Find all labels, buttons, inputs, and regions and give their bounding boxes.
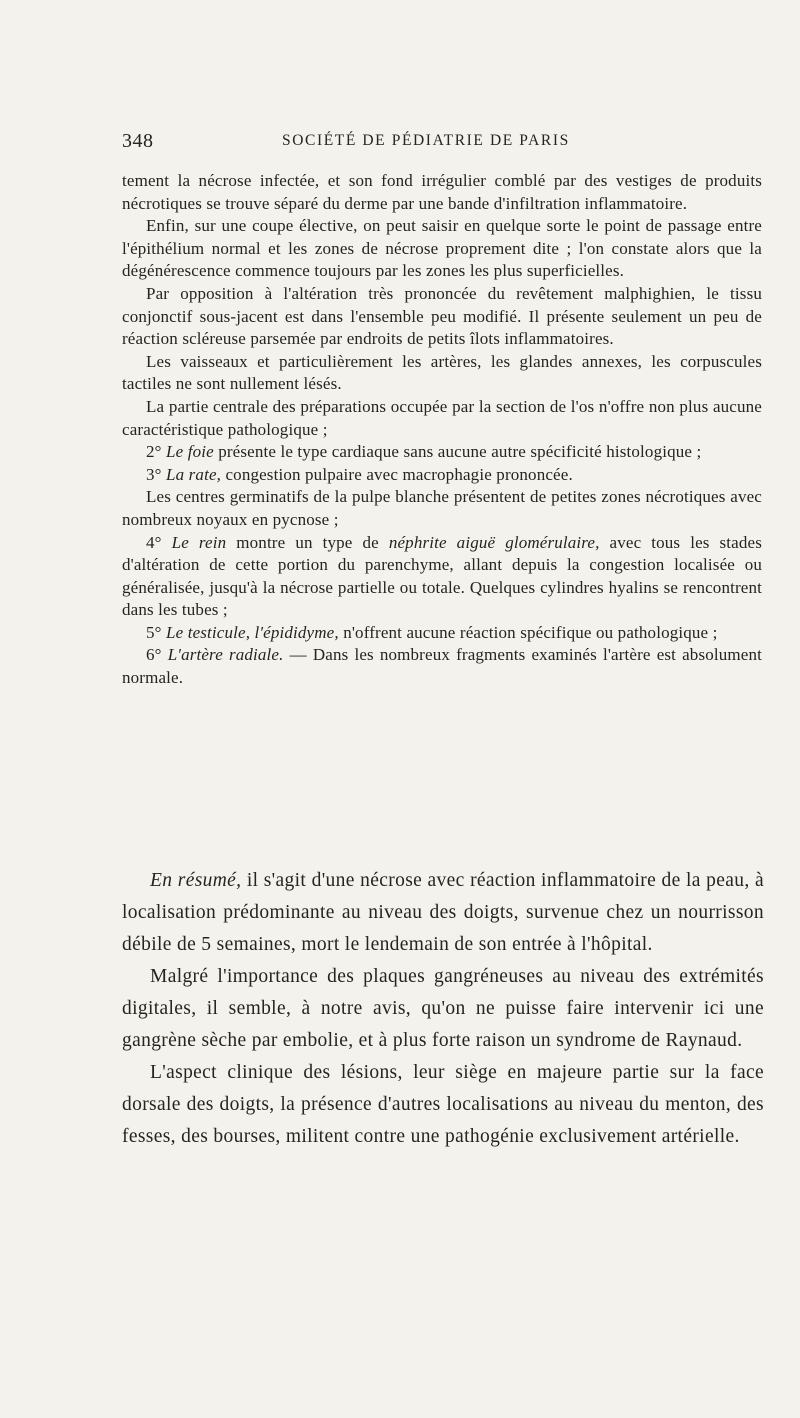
organ-name: Le foie bbox=[166, 442, 214, 462]
paragraph-germinal-centers: Les centres germinatifs de la pulpe blanche présentent de petites zones nécrotiques avec nombreux noyaux en pycnose ; bbox=[122, 487, 762, 529]
paragraph-liver bbox=[122, 441, 762, 464]
pathology-findings-section bbox=[122, 170, 762, 690]
organ-name: La rate, bbox=[166, 464, 222, 484]
paragraph-elective-section: Enfin, sur une coupe élective, on peut saisir en quelque sorte le point de passage entre l'épithélium normal et les zones de nécrose proprement dite ; l'on constate alors que la dégénérescence commence toujours par les zones les plus superficielles. bbox=[122, 216, 762, 281]
item-number: 6° bbox=[146, 645, 162, 665]
paragraph-spleen bbox=[122, 464, 762, 487]
item-text: congestion pulpaire avec macrophagie prononcée. bbox=[225, 464, 573, 484]
diagnosis-name: néphrite aiguë glomérulaire, bbox=[388, 532, 600, 552]
paragraph-clinical-aspect: L'aspect clinique des lésions, leur siège en majeure partie sur la face dorsale des doigts, la présence d'autres localisations au niveau du menton, des fesses, des bourses, militent contre une pathogénie exclusivement artérielle. bbox=[122, 1062, 764, 1147]
item-text: présente le type cardiaque sans aucune autre spécificité histologique ; bbox=[218, 442, 702, 462]
item-text: — Dans les nombreux fragments examinés l'artère est absolument normale. bbox=[122, 645, 762, 688]
organ-name: L'artère radiale. bbox=[167, 645, 284, 665]
paragraph-connective-tissue: Par opposition à l'altération très prononcée du revêtement malphighien, le tissu conjonctif sous-jacent est dans l'ensemble peu modifié. Il présente seulement un peu de réaction scléreuse parsemée par endroits de petits îlots inflammatoires. bbox=[122, 283, 762, 349]
organ-name: Le rein bbox=[171, 532, 227, 552]
organ-name: Le testicule, l'épididyme, bbox=[166, 622, 339, 642]
summary-lead: En résumé, bbox=[150, 870, 242, 891]
item-text: avec tous les stades d'altération de cette portion du parenchyme, allant depuis la congestion localisée ou généralisée, jusqu'à la nécrose partielle ou totale. Quelques cylindres hyalins se rencontrent dans les tubes ; bbox=[122, 532, 762, 620]
page-header bbox=[122, 130, 762, 156]
item-text: montre un type de bbox=[236, 532, 379, 552]
summary-text: il s'agit d'une nécrose avec réaction inflammatoire de la peau, à localisation prédominante au niveau des doigts, survenue chez un nourrisson débile de 5 semaines, mort le lendemain de son entrée à l'hôpital. bbox=[122, 870, 764, 955]
summary-section bbox=[122, 865, 764, 1153]
paragraph-vessels: Les vaisseaux et particulièrement les artères, les glandes annexes, les corpuscules tactiles ne sont nullement lésés. bbox=[122, 351, 762, 394]
paragraph-continued: tement la nécrose infectée, et son fond irrégulier comblé par des vestiges de produits nécrotiques se trouve séparé du derme par une bande d'infiltration inflammatoire. bbox=[122, 171, 762, 213]
running-title: SOCIÉTÉ DE PÉDIATRIE DE PARIS bbox=[282, 132, 570, 149]
item-text: n'offrent aucune réaction spécifique ou pathologique ; bbox=[343, 622, 718, 642]
paragraph-summary bbox=[122, 865, 764, 961]
page-number: 348 bbox=[122, 130, 154, 152]
item-number: 3° bbox=[146, 464, 162, 484]
item-number: 4° bbox=[146, 532, 162, 552]
paragraph-testicle bbox=[122, 622, 762, 645]
paragraph-radial-artery bbox=[122, 644, 762, 689]
item-number: 2° bbox=[146, 442, 162, 462]
paragraph-gangrene: Malgré l'importance des plaques gangréneuses au niveau des extrémités digitales, il semble, à notre avis, qu'on ne puisse faire intervenir ici une gangrène sèche par embolie, et à plus forte raison un syndrome de Raynaud. bbox=[122, 966, 764, 1051]
paragraph-kidney bbox=[122, 532, 762, 622]
item-number: 5° bbox=[146, 622, 162, 642]
paragraph-bone-section: La partie centrale des préparations occupée par la section de l'os n'offre non plus aucune caractéristique pathologique ; bbox=[122, 396, 762, 439]
